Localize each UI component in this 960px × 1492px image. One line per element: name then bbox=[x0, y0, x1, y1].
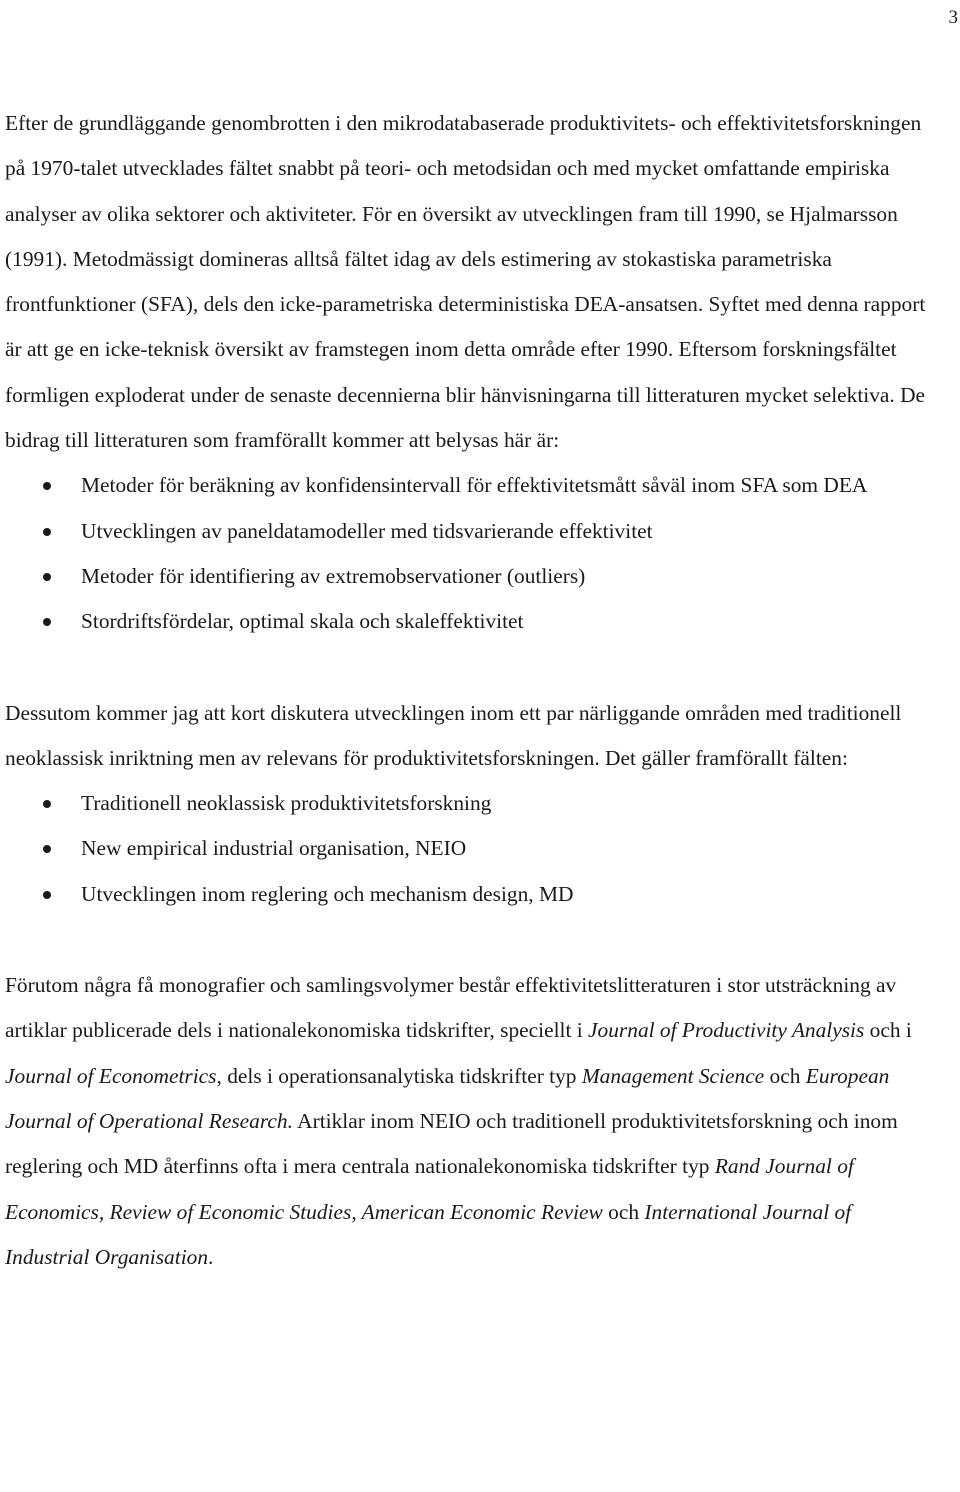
bullet-icon bbox=[43, 573, 51, 581]
list-item-text: Stordriftsfördelar, optimal skala och skaleffektivitet bbox=[81, 609, 524, 634]
journal-title-list: Rand Journal of Economics, Review of Economic Studies, American Economic Review bbox=[5, 1154, 854, 1224]
list-item-text: Metoder för beräkning av konfidensintervall för effektivitetsmått såväl inom SFA som DEA bbox=[81, 473, 868, 498]
journal-title: International Journal of Industrial Organisation bbox=[5, 1199, 852, 1269]
list-item-text: Utvecklingen av paneldatamodeller med tidsvarierande effektivitet bbox=[81, 518, 653, 543]
page-number: 3 bbox=[948, 7, 958, 28]
list-item bbox=[5, 509, 935, 554]
paragraph-related-fields: Dessutom kommer jag att kort diskutera utvecklingen inom ett par närliggande områden med traditionell neoklassisk inriktning men av relevans för produktivitetsforskningen. Det gäller framförallt fälten: bbox=[5, 700, 902, 770]
journal-title: European Journal of Operational Research. bbox=[5, 1063, 890, 1133]
list-item bbox=[5, 872, 935, 917]
bullet-icon bbox=[43, 618, 51, 626]
list-item-text: Traditionell neoklassisk produktivitetsforskning bbox=[81, 791, 492, 816]
bullet-icon bbox=[43, 845, 51, 853]
journal-title: Management Science bbox=[581, 1063, 765, 1088]
list-item bbox=[5, 554, 935, 599]
bullet-icon bbox=[43, 800, 51, 808]
paragraph-intro: Efter de grundläggande genombrotten i den mikrodatabaserade produktivitets- och effektivitetsforskningen på 1970-talet utvecklades fältet snabbt på teori- och metodsidan och med mycket omfattande empiriska analyser av olika sektorer och aktiviteter. För en översikt av utvecklingen fram till 1990, se Hjalmarsson (1991). Metodmässigt domineras alltså fältet idag av dels estimering av stokastiska parametriska frontfunktioner (SFA), dels den icke-parametriska deterministiska DEA-ansatsen. Syftet med denna rapport är att ge en icke-teknisk översikt av framstegen inom detta område efter 1990. Eftersom forskningsfältet formligen exploderat under de senaste decennierna blir hänvisningarna till litteraturen mycket selektiva. De bidrag till litteraturen som framförallt kommer att belysas här är: bbox=[5, 111, 926, 453]
paragraph-spacer bbox=[5, 917, 935, 963]
journal-title: Journal of Productivity Analysis bbox=[588, 1018, 865, 1043]
list-item-text: Utvecklingen inom reglering och mechanism design, MD bbox=[81, 881, 574, 906]
bullet-icon bbox=[43, 528, 51, 536]
document-body bbox=[5, 101, 935, 1280]
list-item bbox=[5, 826, 935, 871]
text-run: och i bbox=[864, 1018, 912, 1043]
text-run: och bbox=[764, 1063, 806, 1088]
text-run: Förutom några få monografier och samlingsvolymer består effektivitetslitteraturen i stor utsträckning av artiklar publicerade dels i nationalekonomiska tidskrifter, speciellt i bbox=[5, 973, 897, 1043]
text-run: Artiklar inom NEIO och traditionell produktivitetsforskning och inom reglering och MD återfinns ofta i mera centrala nationalekonomiska tidskrifter typ bbox=[5, 1108, 898, 1179]
journal-title: Journal of Econometrics bbox=[5, 1063, 217, 1088]
bullet-icon bbox=[43, 482, 51, 490]
text-run: och bbox=[602, 1199, 645, 1224]
list-item bbox=[5, 599, 935, 644]
paragraph-literature bbox=[5, 963, 935, 1280]
bullet-list-topics bbox=[5, 463, 935, 644]
bullet-icon bbox=[43, 891, 51, 899]
bullet-list-fields bbox=[5, 781, 935, 917]
list-item bbox=[5, 781, 935, 826]
text-run: , dels i operationsanalytiska tidskrifter typ bbox=[216, 1063, 582, 1088]
paragraph-spacer bbox=[5, 645, 935, 691]
text-run: . bbox=[208, 1244, 214, 1269]
list-item-text: Metoder för identifiering av extremobservationer (outliers) bbox=[81, 563, 586, 588]
list-item bbox=[5, 463, 935, 508]
list-item-text: New empirical industrial organisation, NEIO bbox=[81, 836, 467, 861]
